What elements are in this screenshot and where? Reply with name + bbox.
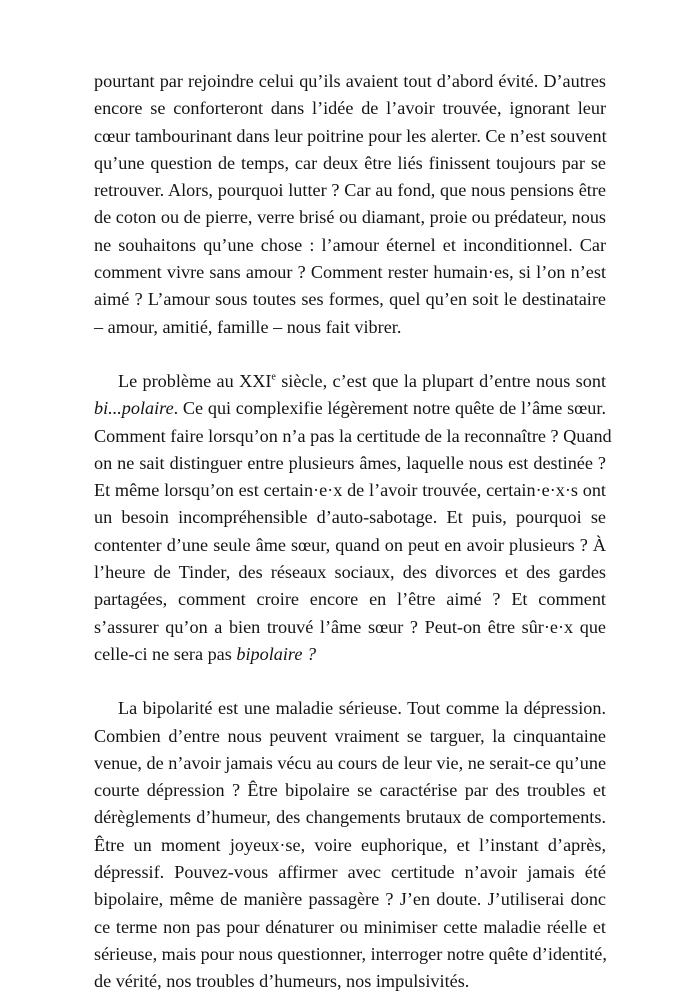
text-line: cœur tambourinant dans leur poitrine pour les alerter. Ce n’est souvent <box>94 125 607 146</box>
text-run: Le problème au XXI <box>118 370 272 391</box>
text-run: . Ce qui complexifie légèrement notre quête de l’âme sœur. <box>173 398 606 419</box>
text-line <box>94 395 606 422</box>
text-line: on ne sait distinguer entre plusieurs âmes, laquelle nous est destinée ? <box>94 452 606 473</box>
text-line: Être un moment joyeux·se, voire euphorique, et l’instant d’après, <box>94 834 606 855</box>
text-line <box>94 641 606 668</box>
text-line: qu’une question de temps, car deux être liés finissent toujours par se <box>94 152 606 173</box>
text-line: un besoin incompréhensible d’auto-sabotage. Et puis, pourquoi se <box>94 507 606 528</box>
text-line: encore se conforteront dans l’idée de l’avoir trouvée, ignorant leur <box>94 98 606 119</box>
text-line: sérieuse, mais pour nous questionner, interroger notre quête d’identité, <box>94 943 607 964</box>
text-line: ce terme non pas pour dénaturer ou minimiser cette maladie réelle et <box>94 916 606 937</box>
text-run: celle-ci ne sera pas <box>94 643 237 664</box>
text-line: ne souhaitons qu’une chose : l’amour éternel et inconditionnel. Car <box>94 234 606 255</box>
paragraph-2 <box>94 368 612 668</box>
text-line: retrouver. Alors, pourquoi lutter ? Car au fond, que nous pensions être <box>94 180 606 201</box>
text-line: de vérité, nos troubles d’humeurs, nos impulsivités. <box>94 971 470 992</box>
text-line: Combien d’entre nous peuvent vraiment se targuer, la cinquantaine <box>94 725 606 746</box>
text-line: dérèglements d’humeur, des changements brutaux de comportements. <box>94 807 606 828</box>
text-line: Comment faire lorsqu’on n’a pas la certitude de la reconnaître ? Quand <box>94 425 612 446</box>
text-line: aimé ? L’amour sous toutes ses formes, quel qu’en soit le destinataire <box>94 289 606 310</box>
text-line: partagées, comment croire encore en l’être aimé ? Et comment <box>94 589 606 610</box>
text-line: La bipolarité est une maladie sérieuse. Tout comme la dépression. <box>118 698 606 719</box>
text-line: s’assurer qu’on a bien trouvé l’âme sœur ? Peut-on être sûr·e·x que <box>94 616 606 637</box>
paragraph-3 <box>94 695 606 995</box>
superscript: e <box>271 371 276 383</box>
text-line: de coton ou de pierre, verre brisé ou diamant, proie ou prédateur, nous <box>94 207 606 228</box>
text-line: pourtant par rejoindre celui qu’ils avaient tout d’abord évité. D’autres <box>94 71 606 91</box>
text-line: venue, de n’avoir jamais vécu au cours de leur vie, ne serait-ce qu’une <box>94 752 607 773</box>
text-line: l’heure de Tinder, des réseaux sociaux, des divorces et des gardes <box>94 562 606 583</box>
italic-term: bi...polaire <box>94 398 174 419</box>
text-line: dépressif. Pouvez-vous affirmer avec certitude n’avoir jamais été <box>94 862 606 883</box>
text-line: bipolaire, même de manière passagère ? J’en doute. J’utiliserai donc <box>94 889 606 910</box>
text-line: courte dépression ? Être bipolaire se caractérise par des troubles et <box>94 780 606 801</box>
text-line: comment vivre sans amour ? Comment rester humain·es, si l’on n’est <box>94 262 606 283</box>
italic-term: bipolaire ? <box>236 643 317 664</box>
paragraph-1 <box>94 68 606 341</box>
text-line: – amour, amitié, famille – nous fait vibrer. <box>94 316 402 337</box>
book-page <box>94 68 612 996</box>
text-line: Et même lorsqu’on est certain·e·x de l’avoir trouvée, certain·e·x·s ont <box>94 480 606 501</box>
text-run: siècle, c’est que la plupart d’entre nous sont <box>275 370 607 391</box>
text-line: contenter d’une seule âme sœur, quand on peut en avoir plusieurs ? À <box>94 534 606 555</box>
text-line <box>94 368 606 395</box>
